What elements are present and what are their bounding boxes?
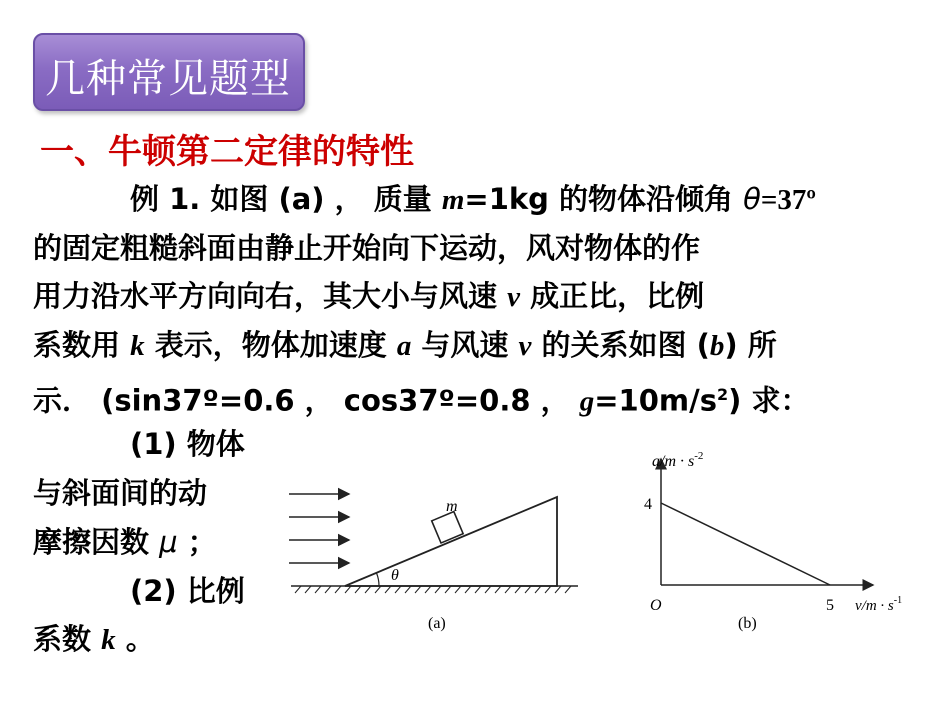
question-1-line-2: 与斜面间的动 — [33, 476, 208, 510]
problem-line-1 — [130, 180, 816, 219]
wind-arrows — [289, 494, 349, 563]
text-run: ) 求： — [728, 383, 810, 418]
mass-symbol: m — [441, 184, 465, 216]
x-tick-label: 5 — [826, 597, 834, 614]
angle-arc — [377, 573, 380, 586]
text-run: 用力沿水平方向向右，其大小与风速 — [33, 279, 508, 313]
question-2-line-1: (2) 比例 — [130, 574, 245, 608]
text-run: 表示，物体加速度 — [144, 328, 397, 362]
gravity-symbol: g — [579, 385, 595, 418]
figure-a-caption: (a) — [428, 615, 446, 632]
text-run: 。 — [115, 622, 155, 656]
question-1-line-3 — [33, 523, 217, 561]
topic-badge — [33, 33, 305, 111]
k-symbol: k — [101, 624, 116, 656]
section-title: 一、牛顿第二定律的特性 — [40, 132, 414, 172]
text-run: 成正比，比例 — [519, 279, 705, 313]
problem-line-3 — [33, 277, 704, 316]
text-run: ； — [177, 525, 217, 559]
problem-line-4 — [33, 326, 777, 365]
velocity-symbol: v — [518, 330, 532, 362]
problem-line-5 — [33, 376, 809, 421]
ground-hatching — [291, 586, 578, 593]
question-1-line-1: (1) 物体 — [130, 427, 245, 461]
problem-line-2: 的固定粗糙斜面由静止开始向下运动，风对物体的作 — [33, 231, 701, 265]
x-axis-label: $v/m \cdot s^{-1}$ — [855, 595, 903, 614]
figure-b — [630, 445, 930, 645]
text-run: 系数用 — [33, 328, 131, 362]
text-run: =37º — [760, 184, 816, 216]
acceleration-symbol: a — [396, 330, 412, 362]
mu-symbol: μ — [159, 525, 178, 559]
origin-label: O — [650, 597, 662, 614]
question-2-line-2 — [33, 620, 155, 659]
text-run: 系数 — [33, 622, 102, 656]
topic-badge-text: 几种常见题型 — [45, 56, 291, 102]
text-run: ) 所 — [724, 328, 777, 362]
angle-label: θ — [391, 567, 399, 584]
text-run: =10m/s — [594, 383, 717, 418]
text-run: 摩擦因数 — [33, 525, 160, 559]
exponent: 2 — [716, 385, 729, 404]
y-axis-label: $a/m \cdot s^{-2}$ — [652, 450, 704, 470]
mass-label: m — [446, 498, 458, 515]
text-run: 示． (sin37º=0.6 ， cos37º=0.8 ， — [33, 383, 580, 418]
k-symbol: k — [130, 330, 145, 362]
figure-b-caption: (b) — [738, 615, 757, 632]
theta-symbol: θ — [743, 182, 761, 216]
text-run: 例 1. 如图 (a) ， 质量 — [130, 182, 442, 216]
y-tick-label: 4 — [644, 496, 652, 513]
text-run: =1kg 的物体沿倾角 — [464, 182, 744, 216]
text-run: 的关系如图 ( — [531, 328, 710, 362]
text-run: 与风速 — [411, 328, 519, 362]
data-line — [661, 503, 830, 585]
figure-a — [283, 445, 583, 645]
figure-ref: b — [709, 330, 725, 362]
velocity-symbol: v — [507, 281, 520, 313]
